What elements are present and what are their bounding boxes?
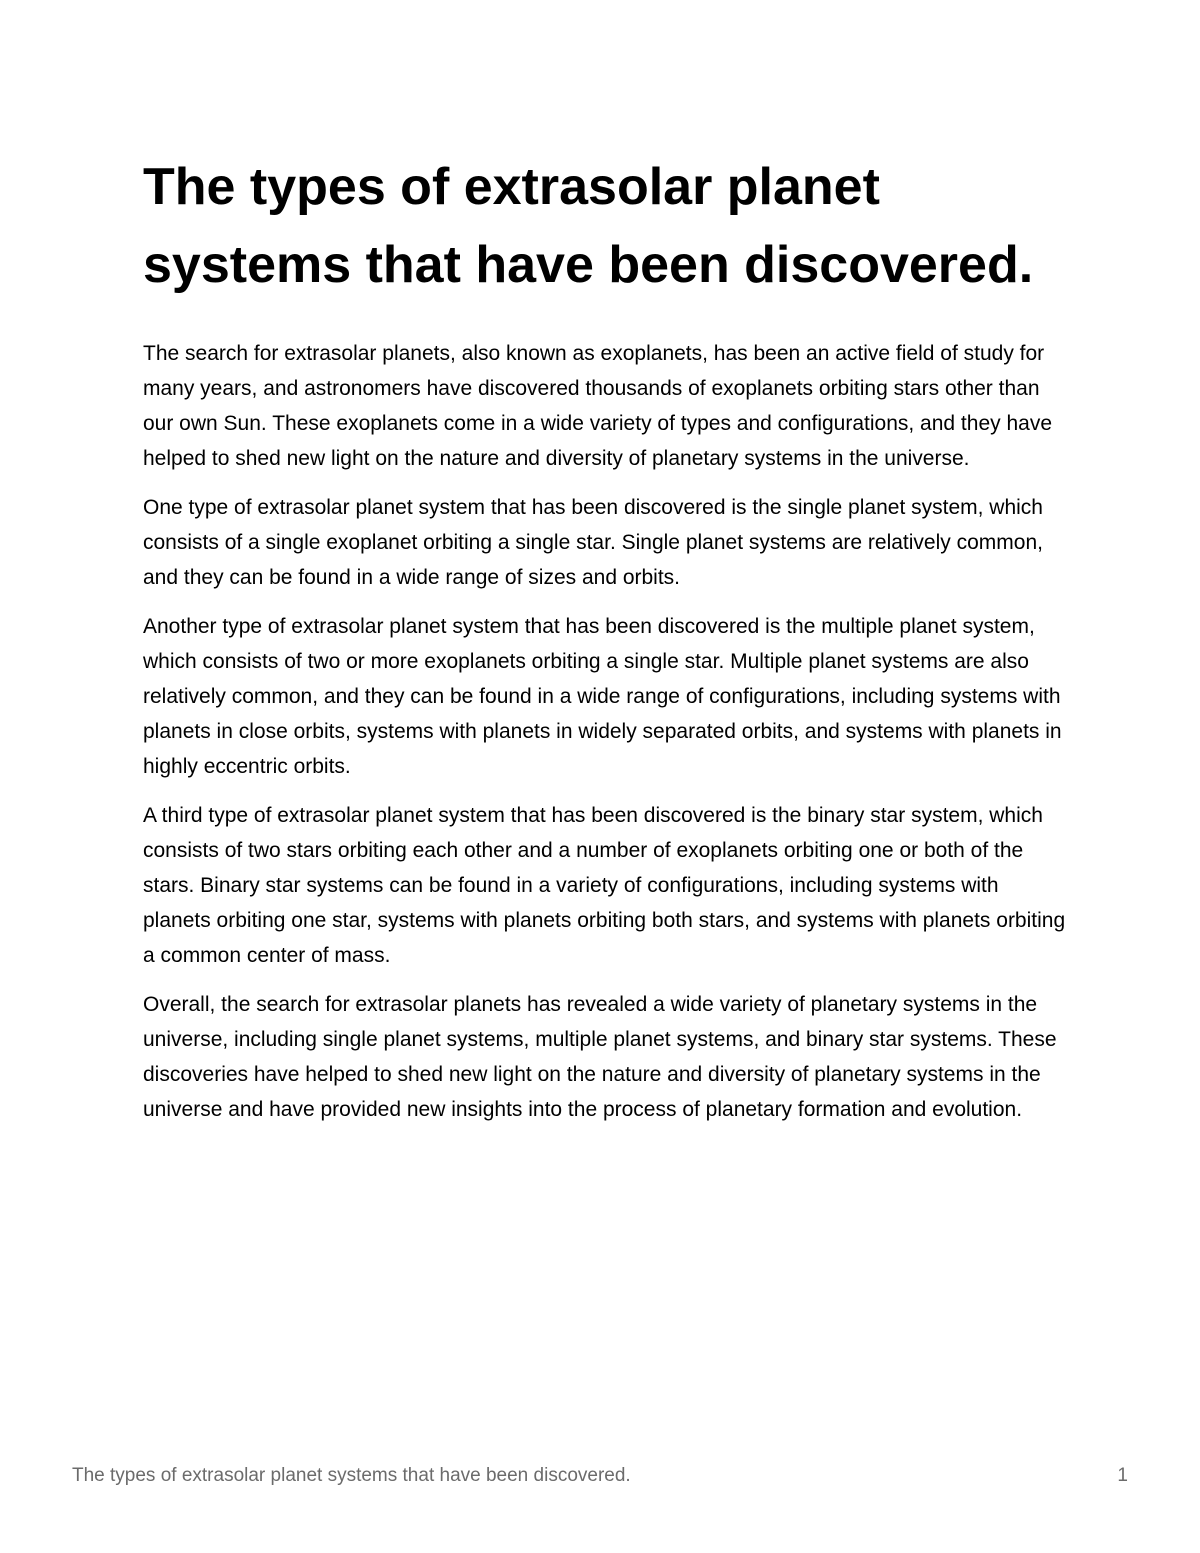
page-number: 1 xyxy=(1117,1465,1128,1486)
footer-title: The types of extrasolar planet systems that have been discovered. xyxy=(72,1465,631,1486)
document-body xyxy=(143,336,1068,1127)
document-title: The types of extrasolar planet systems that have been discovered. xyxy=(143,158,1034,294)
document-content xyxy=(143,148,1068,1141)
paragraph-single-planet: One type of extrasolar planet system that has been discovered is the single planet system, which consists of a single exoplanet orbiting a single star. Single planet systems are relatively common, and they can be found in a wide range of sizes and orbits. xyxy=(143,496,1043,589)
paragraph-overall: Overall, the search for extrasolar planets has revealed a wide variety of planetary systems in the universe, including single planet systems, multiple planet systems, and binary star systems. These discoveries have helped to shed new light on the nature and diversity of planetary systems in the universe and have provided new insights into the process of planetary formation and evolution. xyxy=(143,993,1057,1121)
paragraph-binary-star: A third type of extrasolar planet system that has been discovered is the binary star system, which consists of two stars orbiting each other and a number of exoplanets orbiting one or both of the stars. Binary star systems can be found in a variety of configurations, including systems with planets orbiting one star, systems with planets orbiting both stars, and systems with planets orbiting a common center of mass. xyxy=(143,804,1066,967)
paragraph-intro: The search for extrasolar planets, also known as exoplanets, has been an active field of study for many years, and astronomers have discovered thousands of exoplanets orbiting stars other than our own Sun. These exoplanets come in a wide variety of types and configurations, and they have helped to shed new light on the nature and diversity of planetary systems in the universe. xyxy=(143,342,1052,470)
paragraph-multiple-planet: Another type of extrasolar planet system that has been discovered is the multiple planet system, which consists of two or more exoplanets orbiting a single star. Multiple planet systems are also relatively common, and they can be found in a wide range of configurations, including systems with planets in close orbits, systems with planets in widely separated orbits, and systems with planets in highly eccentric orbits. xyxy=(143,615,1062,778)
